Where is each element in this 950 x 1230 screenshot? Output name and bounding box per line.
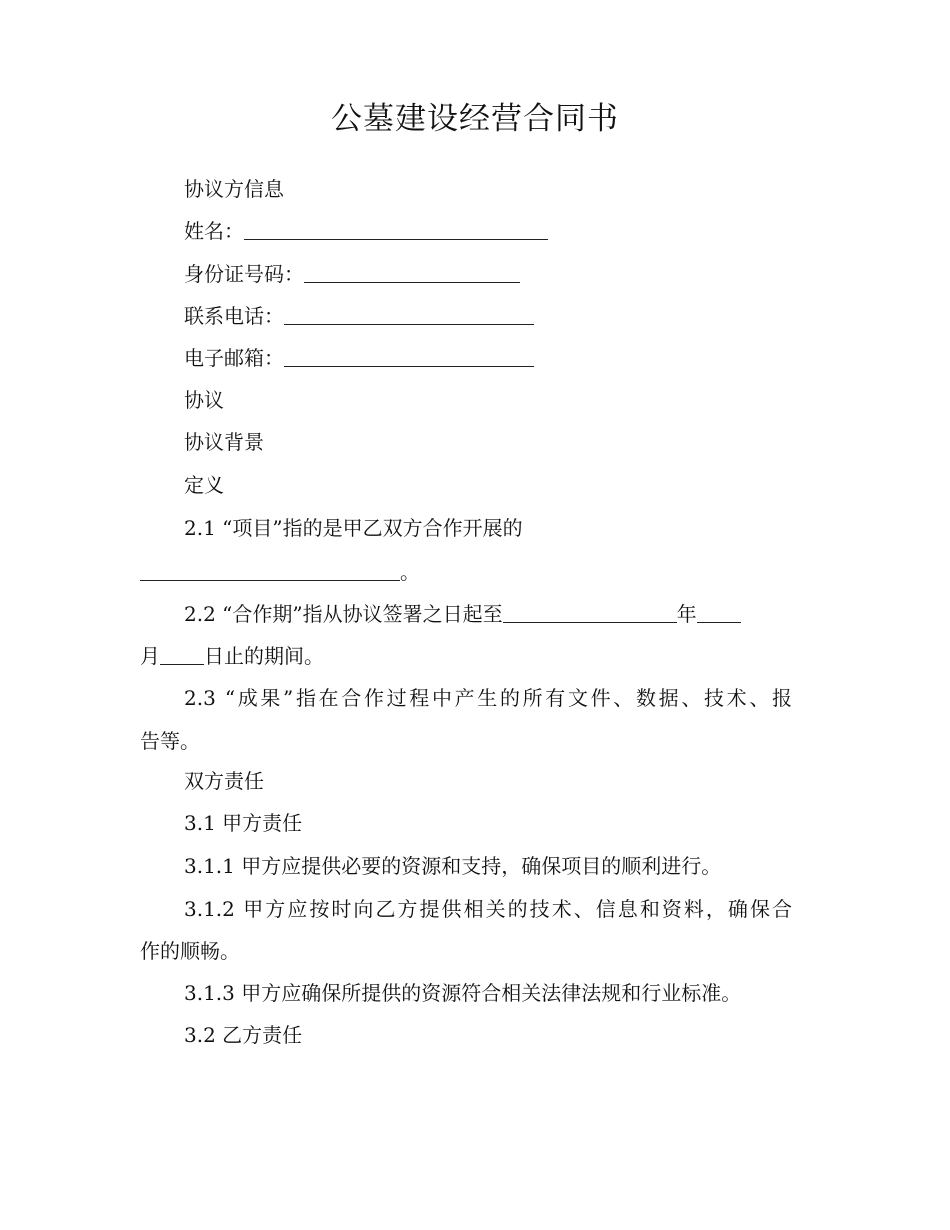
clause-2-1: 2.1 “项目”指的是甲乙双方合作开展的 (184, 516, 523, 540)
clause-2-3-line1: 2.3 “成果”指在合作过程中产生的所有文件、数据、技术、报 (184, 686, 792, 710)
background-heading: 协议背景 (184, 430, 264, 454)
clause-3-1-2-line2: 作的顺畅。 (140, 939, 240, 963)
month-blank (697, 604, 741, 623)
clause-3-1-2-line1: 3.1.2 甲方应按时向乙方提供相关的技术、信息和资料，确保合 (184, 897, 792, 921)
phone-label: 联系电话： (184, 304, 284, 328)
phone-field (184, 302, 534, 330)
name-field (184, 217, 548, 245)
id-label: 身份证号码： (184, 262, 304, 286)
id-field (184, 260, 520, 288)
clause-3-1: 3.1 甲方责任 (184, 811, 303, 835)
project-blank (140, 562, 400, 581)
phone-blank (284, 306, 534, 325)
clause-3-1-1: 3.1.1 甲方应提供必要的资源和支持，确保项目的顺利进行。 (184, 854, 722, 878)
definitions-heading: 定义 (184, 473, 224, 497)
clause-2-1-continuation (140, 558, 420, 586)
id-blank (304, 264, 520, 283)
month-label: 月 (140, 644, 160, 668)
document-title: 公墓建设经营合同书 (331, 101, 619, 137)
name-blank (244, 221, 548, 240)
email-blank (284, 348, 534, 367)
name-label: 姓名： (184, 219, 244, 243)
clause-2-2 (184, 600, 741, 628)
date-blank (503, 604, 677, 623)
clause-2-2-suffix: 日止的期间。 (204, 644, 324, 668)
email-field (184, 344, 534, 372)
clause-2-1-tail: 。 (400, 560, 420, 584)
responsibilities-heading: 双方责任 (184, 769, 264, 793)
day-blank (160, 646, 204, 665)
clause-3-2: 3.2 乙方责任 (184, 1023, 303, 1047)
email-label: 电子邮箱： (184, 346, 284, 370)
clause-3-1-3: 3.1.3 甲方应确保所提供的资源符合相关法律法规和行业标准。 (184, 981, 742, 1005)
parties-heading: 协议方信息 (184, 177, 284, 201)
clause-2-3-line2: 告等。 (140, 729, 200, 753)
clause-2-2-prefix: 2.2 “合作期”指从协议签署之日起至 (184, 602, 503, 626)
clause-2-2-continuation (140, 642, 324, 670)
year-label: 年 (676, 602, 697, 626)
agreement-heading: 协议 (184, 388, 224, 412)
